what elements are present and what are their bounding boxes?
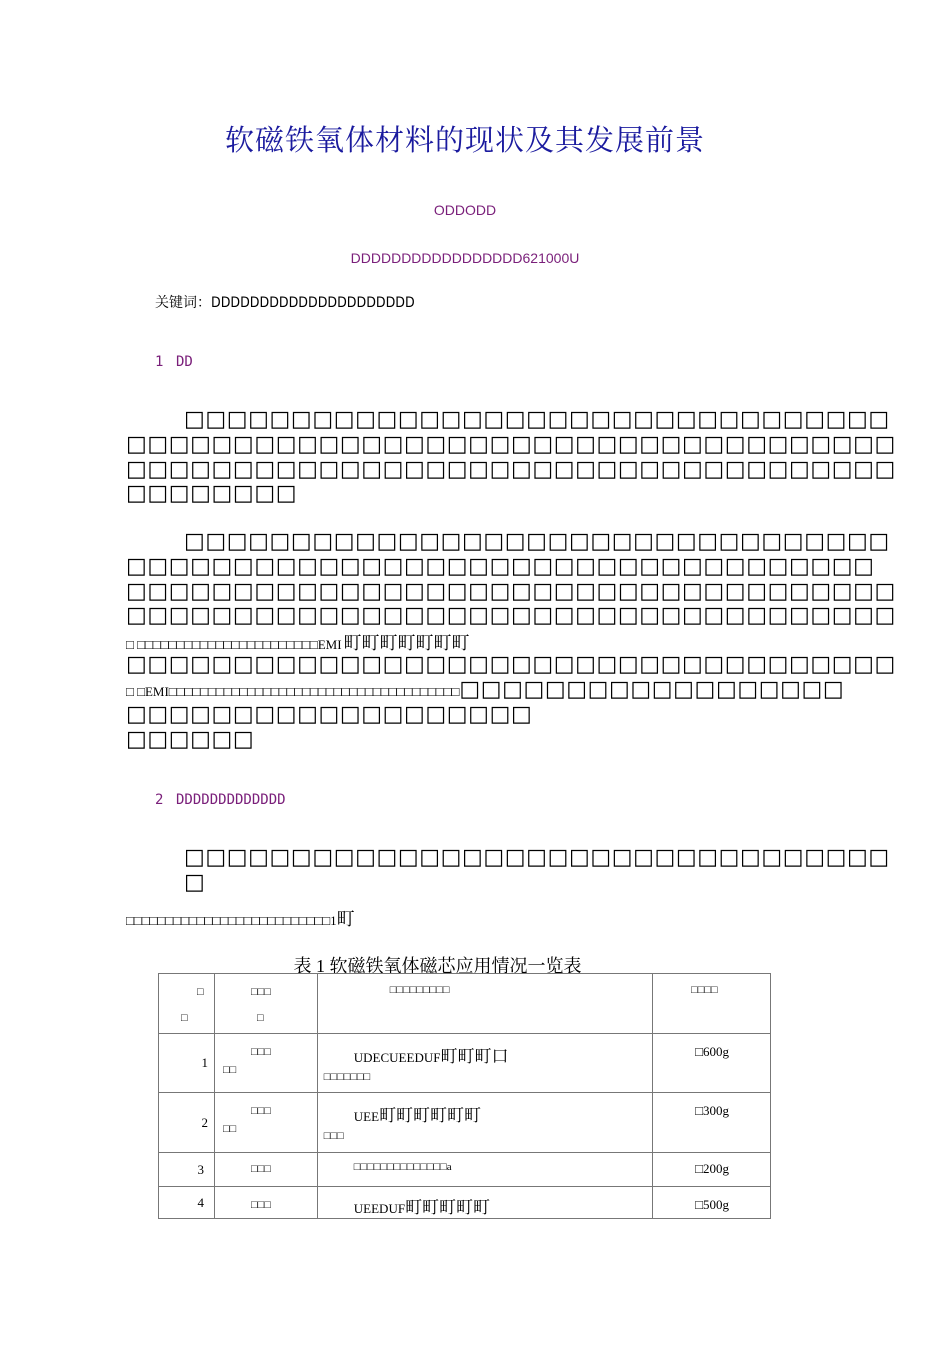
para1-line-4: □□□□□□□□	[126, 481, 298, 506]
row-application-small: UEE	[353, 1109, 380, 1124]
table-row	[159, 1093, 771, 1153]
row-weight	[653, 1093, 771, 1153]
row-number: 4	[159, 1187, 215, 1219]
document-title: 软磁铁氧体材料的现状及其发展前景	[224, 123, 705, 157]
row-type	[214, 1093, 317, 1153]
section-1-title: DD	[176, 354, 193, 370]
para3-line-3-big: 町	[336, 909, 355, 930]
row-type-line-1: □□□	[250, 1046, 271, 1058]
para2-line-4: □□□□□□□□□□□□□□□□□□□□□□□□□□□□□□□□□□□□	[126, 603, 896, 628]
table-header-row	[159, 974, 771, 1034]
row-application	[317, 1034, 652, 1093]
row-type-line-1: □□□	[250, 1163, 271, 1175]
para1-line-3: □□□□□□□□□□□□□□□□□□□□□□□□□□□□□□□□□□□□	[126, 457, 896, 482]
row-weight-value: □200g	[695, 1161, 729, 1176]
para3-line-3-small: □□□□□□□□□□□□□□□□□□□□□□□□□□1	[126, 913, 337, 928]
row-application-big: 町町町町町	[405, 1198, 491, 1218]
header-number-line-2: □	[181, 1012, 188, 1024]
row-application-big: 町町町口	[440, 1047, 509, 1067]
para2-line-2: □□□□□□□□□□□□□□□□□□□□□□□□□□□□□□□□□□□	[126, 554, 875, 579]
row-application	[317, 1093, 652, 1153]
row-number: 2	[159, 1093, 215, 1153]
para2-line-7-small: □ □EMI□□□□□□□□□□□□□□□□□□□□□□□□□□□□□□□□□□□□□	[126, 684, 460, 699]
application-table	[158, 973, 771, 1219]
row-application-line-1	[318, 1034, 652, 1067]
table-row	[159, 1187, 771, 1219]
table-row	[159, 1153, 771, 1187]
row-application	[317, 1153, 652, 1187]
para2-line-7-big: □□□□□□□□□□□□□□□□□□	[459, 677, 845, 702]
row-application-line-1: □□□□□□□□□□□□□□a	[353, 1161, 452, 1173]
header-cell-type	[214, 974, 317, 1034]
row-application	[317, 1187, 652, 1219]
para1-line-2: □□□□□□□□□□□□□□□□□□□□□□□□□□□□□□□□□□□□	[126, 432, 896, 457]
row-weight	[653, 1034, 771, 1093]
row-application-small: UDECUEEDUF	[353, 1050, 441, 1065]
table-row	[159, 1034, 771, 1093]
row-type	[214, 1187, 317, 1219]
row-application-line-1	[318, 1187, 652, 1218]
row-application-small: UEEDUF	[353, 1201, 406, 1216]
row-number: 1	[159, 1034, 215, 1093]
para3-line-1: □□□□□□□□□□□□□□□□□□□□□□□□□□□□□□□□□	[184, 845, 890, 870]
row-application-line-2: □□□	[323, 1130, 344, 1142]
para3-line-3	[126, 905, 355, 931]
author-line: ODDODD	[433, 202, 497, 218]
row-weight	[653, 1153, 771, 1187]
row-weight	[653, 1187, 771, 1219]
para2-line-6: □□□□□□□□□□□□□□□□□□□□□□□□□□□□□□□□□□□□	[126, 652, 896, 677]
header-weight-line-1: □□□□	[691, 984, 718, 996]
para2-line-7	[126, 678, 844, 702]
para2-line-9: □□□□□□	[126, 727, 255, 752]
row-application-line-2: □□□□□□□	[323, 1071, 371, 1083]
row-weight-value: □300g	[695, 1103, 729, 1118]
row-type-line-1: □□□	[250, 1199, 271, 1211]
row-application-big: 町町町町町町	[379, 1106, 482, 1126]
header-application-line-1: □□□□□□□□□	[389, 984, 450, 996]
para2-line-1: □□□□□□□□□□□□□□□□□□□□□□□□□□□□□□□□□	[184, 529, 890, 554]
row-type	[214, 1034, 317, 1093]
para3-line-2: □	[184, 870, 206, 895]
header-type-line-1: □□□	[250, 986, 271, 998]
header-type-line-2: □	[256, 1012, 264, 1024]
keywords-line: 关键词：DDDDDDDDDDDDDDDDDDDDD	[155, 295, 415, 311]
header-cell-application	[317, 974, 652, 1034]
row-number: 3	[159, 1153, 215, 1187]
para2-line-5-big: 町町町町町町町	[343, 633, 470, 654]
row-application-line-1	[318, 1093, 652, 1126]
para2-line-3: □□□□□□□□□□□□□□□□□□□□□□□□□□□□□□□□□□□□	[126, 579, 896, 604]
header-cell-weight	[653, 974, 771, 1034]
row-type-line-1: □□□	[250, 1105, 271, 1117]
row-weight-value: □600g	[695, 1044, 729, 1059]
row-type-line-2: □□	[222, 1064, 237, 1076]
para1-line-1: □□□□□□□□□□□□□□□□□□□□□□□□□□□□□□□□□	[184, 407, 890, 432]
row-weight-value: □500g	[695, 1197, 729, 1212]
row-type-line-2: □□	[222, 1123, 237, 1135]
section-1-number: 1	[155, 354, 164, 370]
section-2-title: DDDDDDDDDDDDD	[176, 792, 286, 808]
section-2-number: 2	[155, 792, 164, 808]
affiliation-line: DDDDDDDDDDDDDDDDD621000U	[350, 250, 580, 266]
table-caption: 表 1 软磁铁氧体磁芯应用情况一览表	[293, 956, 582, 976]
para2-line-5-small: □ □□□□□□□□□□□□□□□□□□□□□□□EMI	[126, 637, 342, 652]
header-number-line-1: □	[197, 986, 204, 998]
para2-line-8: □□□□□□□□□□□□□□□□□□□	[126, 702, 533, 727]
row-type	[214, 1153, 317, 1187]
header-cell-number	[159, 974, 215, 1034]
